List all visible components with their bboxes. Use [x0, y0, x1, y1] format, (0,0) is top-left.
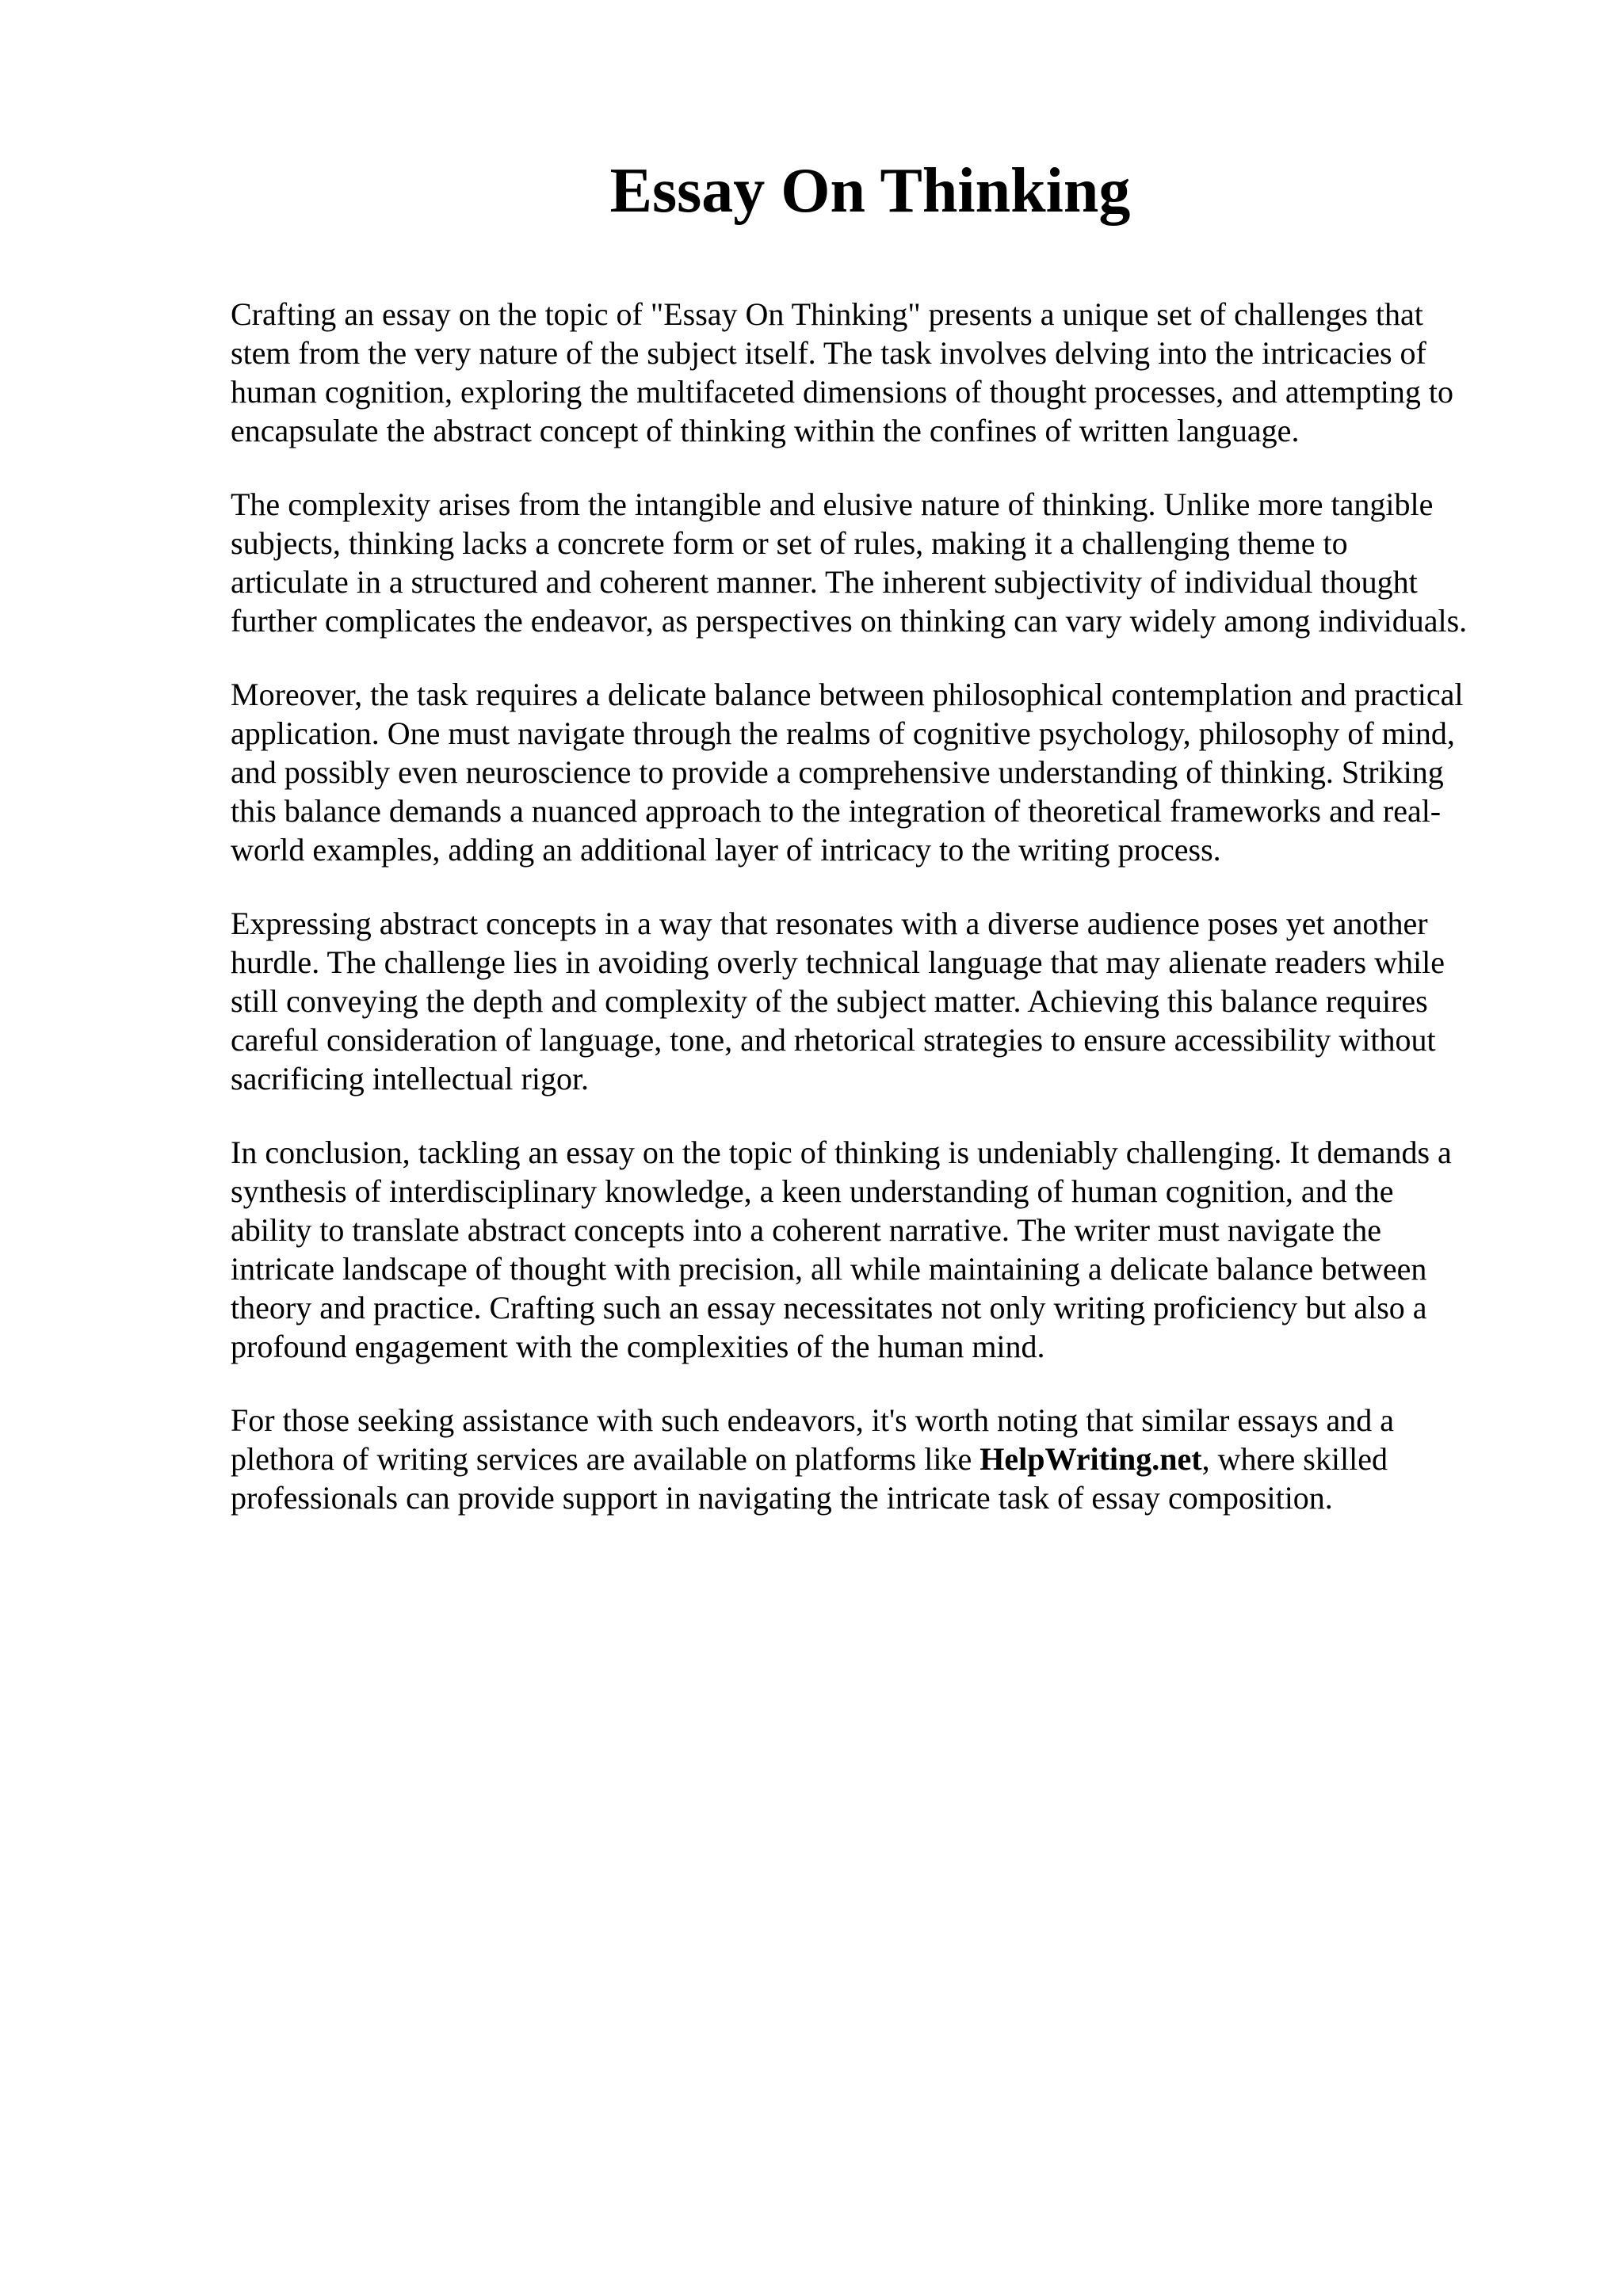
text-line: ability to translate abstract concepts into a coherent narrative. The writer must navigate the: [231, 1212, 1382, 1248]
text-line: profound engagement with the complexities of the human mind.: [231, 1329, 1045, 1364]
text-line: world examples, adding an additional layer of intricacy to the writing process.: [231, 832, 1221, 868]
text-line: careful consideration of language, tone, and rhetorical strategies to ensure accessibility without: [231, 1022, 1436, 1058]
paragraph-5: [231, 1133, 1550, 1366]
text-line: Moreover, the task requires a delicate balance between philosophical contemplation and practical: [231, 677, 1464, 712]
paragraph-3: [231, 675, 1550, 869]
text-line: stem from the very nature of the subject itself. The task involves delving into the intricacies of: [231, 335, 1426, 371]
paragraph-2: [231, 485, 1550, 640]
text-segment: , where skilled: [1201, 1441, 1388, 1477]
paragraph-6: [231, 1401, 1550, 1517]
essay-body: [231, 295, 1550, 1552]
text-line: articulate in a structured and coherent manner. The inherent subjectivity of individual thought: [231, 564, 1418, 600]
text-line: encapsulate the abstract concept of thinking within the confines of written language.: [231, 413, 1300, 448]
text-line: human cognition, exploring the multifaceted dimensions of thought processes, and attempting to: [231, 374, 1454, 410]
text-line: professionals can provide support in navigating the intricate task of essay composition.: [231, 1480, 1333, 1516]
text-line: still conveying the depth and complexity of the subject matter. Achieving this balance requires: [231, 983, 1428, 1019]
text-line: and possibly even neuroscience to provide a comprehensive understanding of thinking. Striking: [231, 754, 1444, 790]
text-line: subjects, thinking lacks a concrete form or set of rules, making it a challenging theme to: [231, 525, 1348, 561]
text-line: The complexity arises from the intangible and elusive nature of thinking. Unlike more tangible: [231, 486, 1434, 522]
text-line: In conclusion, tackling an essay on the topic of thinking is undeniably challenging. It demands a: [231, 1135, 1452, 1170]
text-line: theory and practice. Crafting such an essay necessitates not only writing proficiency but also a: [231, 1290, 1427, 1325]
text-line-with-link: [231, 1440, 1550, 1478]
text-line: hurdle. The challenge lies in avoiding overly technical language that may alienate readers while: [231, 944, 1445, 980]
text-line: Expressing abstract concepts in a way that resonates with a diverse audience poses yet another: [231, 906, 1428, 941]
text-segment: plethora of writing services are available on platforms like: [231, 1441, 980, 1477]
text-line: Crafting an essay on the topic of "Essay On Thinking" presents a unique set of challenges that: [231, 296, 1423, 332]
text-line: synthesis of interdisciplinary knowledge, a keen understanding of human cognition, and the: [231, 1173, 1394, 1209]
text-line: For those seeking assistance with such endeavors, it's worth noting that similar essays and a: [231, 1402, 1395, 1438]
text-line: further complicates the endeavor, as perspectives on thinking can vary widely among individuals.: [231, 603, 1468, 639]
text-line: intricate landscape of thought with precision, all while maintaining a delicate balance between: [231, 1251, 1427, 1287]
paragraph-1: [231, 295, 1550, 450]
text-line: application. One must navigate through the realms of cognitive psychology, philosophy of mind,: [231, 715, 1455, 751]
helpwriting-link[interactable]: HelpWriting.net: [980, 1441, 1202, 1477]
text-line: this balance demands a nuanced approach to the integration of theoretical frameworks and real-: [231, 793, 1442, 829]
text-line: sacrificing intellectual rigor.: [231, 1061, 590, 1097]
paragraph-4: [231, 904, 1550, 1098]
document-title: Essay On Thinking: [609, 156, 1131, 226]
